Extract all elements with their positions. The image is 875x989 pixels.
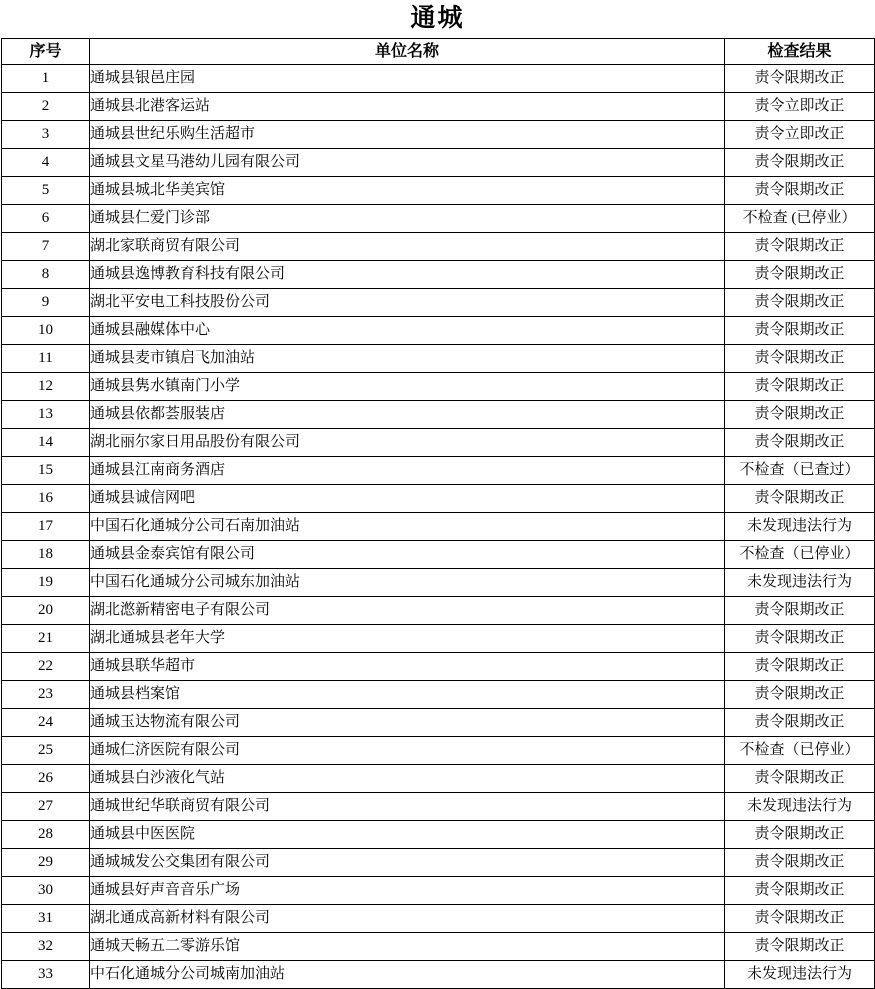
table-row: [2, 821, 875, 849]
cell-index: 3: [2, 121, 90, 149]
cell-index: 22: [2, 653, 90, 681]
cell-index: 26: [2, 765, 90, 793]
cell-unit-name: 通城县金泰宾馆有限公司: [90, 541, 725, 569]
cell-inspection-result: 责令限期改正: [725, 905, 875, 933]
table-row: [2, 625, 875, 653]
table-row: [2, 737, 875, 765]
table-row: [2, 681, 875, 709]
cell-index: 9: [2, 289, 90, 317]
cell-index: 17: [2, 513, 90, 541]
table-row: [2, 401, 875, 429]
table-row: [2, 709, 875, 737]
cell-inspection-result: 责令限期改正: [725, 177, 875, 205]
table-row: [2, 569, 875, 597]
cell-inspection-result: 未发现违法行为: [725, 513, 875, 541]
cell-unit-name: 湖北丽尔家日用品股份有限公司: [90, 429, 725, 457]
cell-inspection-result: 责令限期改正: [725, 765, 875, 793]
table-row: [2, 65, 875, 93]
cell-unit-name: 通城县城北华美宾馆: [90, 177, 725, 205]
cell-index: 4: [2, 149, 90, 177]
cell-index: 18: [2, 541, 90, 569]
cell-index: 6: [2, 205, 90, 233]
cell-unit-name: 通城县融媒体中心: [90, 317, 725, 345]
cell-index: 24: [2, 709, 90, 737]
cell-unit-name: 湖北通成高新材料有限公司: [90, 905, 725, 933]
cell-index: 8: [2, 261, 90, 289]
cell-index: 32: [2, 933, 90, 961]
cell-unit-name: 湖北滺新精密电子有限公司: [90, 597, 725, 625]
cell-inspection-result: 责令限期改正: [725, 597, 875, 625]
cell-inspection-result: 责令限期改正: [725, 877, 875, 905]
cell-inspection-result: 不检查（已查过）: [725, 457, 875, 485]
cell-unit-name: 通城县中医医院: [90, 821, 725, 849]
cell-inspection-result: 责令限期改正: [725, 485, 875, 513]
cell-inspection-result: 责令限期改正: [725, 849, 875, 877]
cell-unit-name: 通城县好声音音乐广场: [90, 877, 725, 905]
cell-inspection-result: 责令立即改正: [725, 121, 875, 149]
cell-index: 13: [2, 401, 90, 429]
cell-unit-name: 中国石化通城分公司石南加油站: [90, 513, 725, 541]
table-header-row: [2, 39, 875, 65]
cell-unit-name: 通城县白沙液化气站: [90, 765, 725, 793]
cell-index: 14: [2, 429, 90, 457]
cell-inspection-result: 责令限期改正: [725, 261, 875, 289]
cell-unit-name: 通城县逸博教育科技有限公司: [90, 261, 725, 289]
cell-inspection-result: 责令限期改正: [725, 345, 875, 373]
cell-index: 11: [2, 345, 90, 373]
table-body: [2, 65, 875, 989]
cell-index: 7: [2, 233, 90, 261]
table-row: [2, 597, 875, 625]
cell-inspection-result: 责令限期改正: [725, 317, 875, 345]
table-row: [2, 933, 875, 961]
column-header-name: 单位名称: [90, 39, 725, 65]
cell-inspection-result: 责令限期改正: [725, 429, 875, 457]
cell-inspection-result: 责令限期改正: [725, 149, 875, 177]
cell-inspection-result: 未发现违法行为: [725, 569, 875, 597]
cell-inspection-result: 责令限期改正: [725, 821, 875, 849]
cell-inspection-result: 未发现违法行为: [725, 793, 875, 821]
table-row: [2, 121, 875, 149]
cell-index: 16: [2, 485, 90, 513]
cell-inspection-result: 责令限期改正: [725, 933, 875, 961]
cell-index: 27: [2, 793, 90, 821]
cell-inspection-result: 责令限期改正: [725, 65, 875, 93]
table-header: [2, 39, 875, 65]
cell-inspection-result: 责令立即改正: [725, 93, 875, 121]
cell-inspection-result: 不检查 (已停业）: [725, 205, 875, 233]
cell-inspection-result: 责令限期改正: [725, 401, 875, 429]
cell-index: 23: [2, 681, 90, 709]
table-row: [2, 205, 875, 233]
cell-inspection-result: 责令限期改正: [725, 681, 875, 709]
cell-index: 31: [2, 905, 90, 933]
cell-unit-name: 湖北平安电工科技股份公司: [90, 289, 725, 317]
table-row: [2, 513, 875, 541]
cell-index: 33: [2, 961, 90, 989]
cell-inspection-result: 责令限期改正: [725, 289, 875, 317]
cell-unit-name: 通城县麦市镇启飞加油站: [90, 345, 725, 373]
table-row: [2, 485, 875, 513]
column-header-result: 检查结果: [725, 39, 875, 65]
table-row: [2, 961, 875, 989]
cell-index: 1: [2, 65, 90, 93]
cell-index: 12: [2, 373, 90, 401]
table-row: [2, 541, 875, 569]
cell-unit-name: 湖北家联商贸有限公司: [90, 233, 725, 261]
cell-inspection-result: 责令限期改正: [725, 625, 875, 653]
cell-unit-name: 中国石化通城分公司城东加油站: [90, 569, 725, 597]
cell-inspection-result: 责令限期改正: [725, 373, 875, 401]
table-row: [2, 317, 875, 345]
cell-unit-name: 通城玉达物流有限公司: [90, 709, 725, 737]
table-row: [2, 261, 875, 289]
cell-index: 28: [2, 821, 90, 849]
page-title: 通城: [410, 5, 465, 32]
table-row: [2, 149, 875, 177]
cell-unit-name: 通城城发公交集团有限公司: [90, 849, 725, 877]
table-row: [2, 373, 875, 401]
cell-index: 2: [2, 93, 90, 121]
cell-unit-name: 通城县档案馆: [90, 681, 725, 709]
cell-unit-name: 通城世纪华联商贸有限公司: [90, 793, 725, 821]
table-row: [2, 793, 875, 821]
cell-unit-name: 通城县北港客运站: [90, 93, 725, 121]
cell-index: 10: [2, 317, 90, 345]
cell-unit-name: 通城县文星马港幼儿园有限公司: [90, 149, 725, 177]
cell-unit-name: 通城县江南商务酒店: [90, 457, 725, 485]
cell-unit-name: 通城县隽水镇南门小学: [90, 373, 725, 401]
cell-unit-name: 通城县诚信网吧: [90, 485, 725, 513]
cell-index: 29: [2, 849, 90, 877]
column-header-index: 序号: [2, 39, 90, 65]
cell-index: 19: [2, 569, 90, 597]
cell-inspection-result: 未发现违法行为: [725, 961, 875, 989]
cell-index: 30: [2, 877, 90, 905]
cell-index: 25: [2, 737, 90, 765]
cell-unit-name: 通城县银邑庄园: [90, 65, 725, 93]
table-row: [2, 233, 875, 261]
cell-unit-name: 通城县仁爱门诊部: [90, 205, 725, 233]
table-row: [2, 177, 875, 205]
cell-inspection-result: 不检查（已停业）: [725, 541, 875, 569]
table-row: [2, 765, 875, 793]
cell-inspection-result: 责令限期改正: [725, 653, 875, 681]
cell-index: 5: [2, 177, 90, 205]
cell-inspection-result: 责令限期改正: [725, 233, 875, 261]
table-row: [2, 457, 875, 485]
table-row: [2, 877, 875, 905]
table-row: [2, 345, 875, 373]
cell-unit-name: 通城天畅五二零游乐馆: [90, 933, 725, 961]
cell-index: 20: [2, 597, 90, 625]
cell-unit-name: 中石化通城分公司城南加油站: [90, 961, 725, 989]
cell-index: 21: [2, 625, 90, 653]
table-row: [2, 905, 875, 933]
table-row: [2, 289, 875, 317]
cell-unit-name: 湖北通城县老年大学: [90, 625, 725, 653]
cell-index: 15: [2, 457, 90, 485]
cell-unit-name: 通城县世纪乐购生活超市: [90, 121, 725, 149]
cell-unit-name: 通城县联华超市: [90, 653, 725, 681]
table-row: [2, 93, 875, 121]
cell-unit-name: 通城仁济医院有限公司: [90, 737, 725, 765]
table-row: [2, 653, 875, 681]
table-row: [2, 849, 875, 877]
inspection-table: [1, 38, 875, 989]
cell-inspection-result: 不检查（已停业）: [725, 737, 875, 765]
cell-inspection-result: 责令限期改正: [725, 709, 875, 737]
cell-unit-name: 通城县依都荟服装店: [90, 401, 725, 429]
table-row: [2, 429, 875, 457]
